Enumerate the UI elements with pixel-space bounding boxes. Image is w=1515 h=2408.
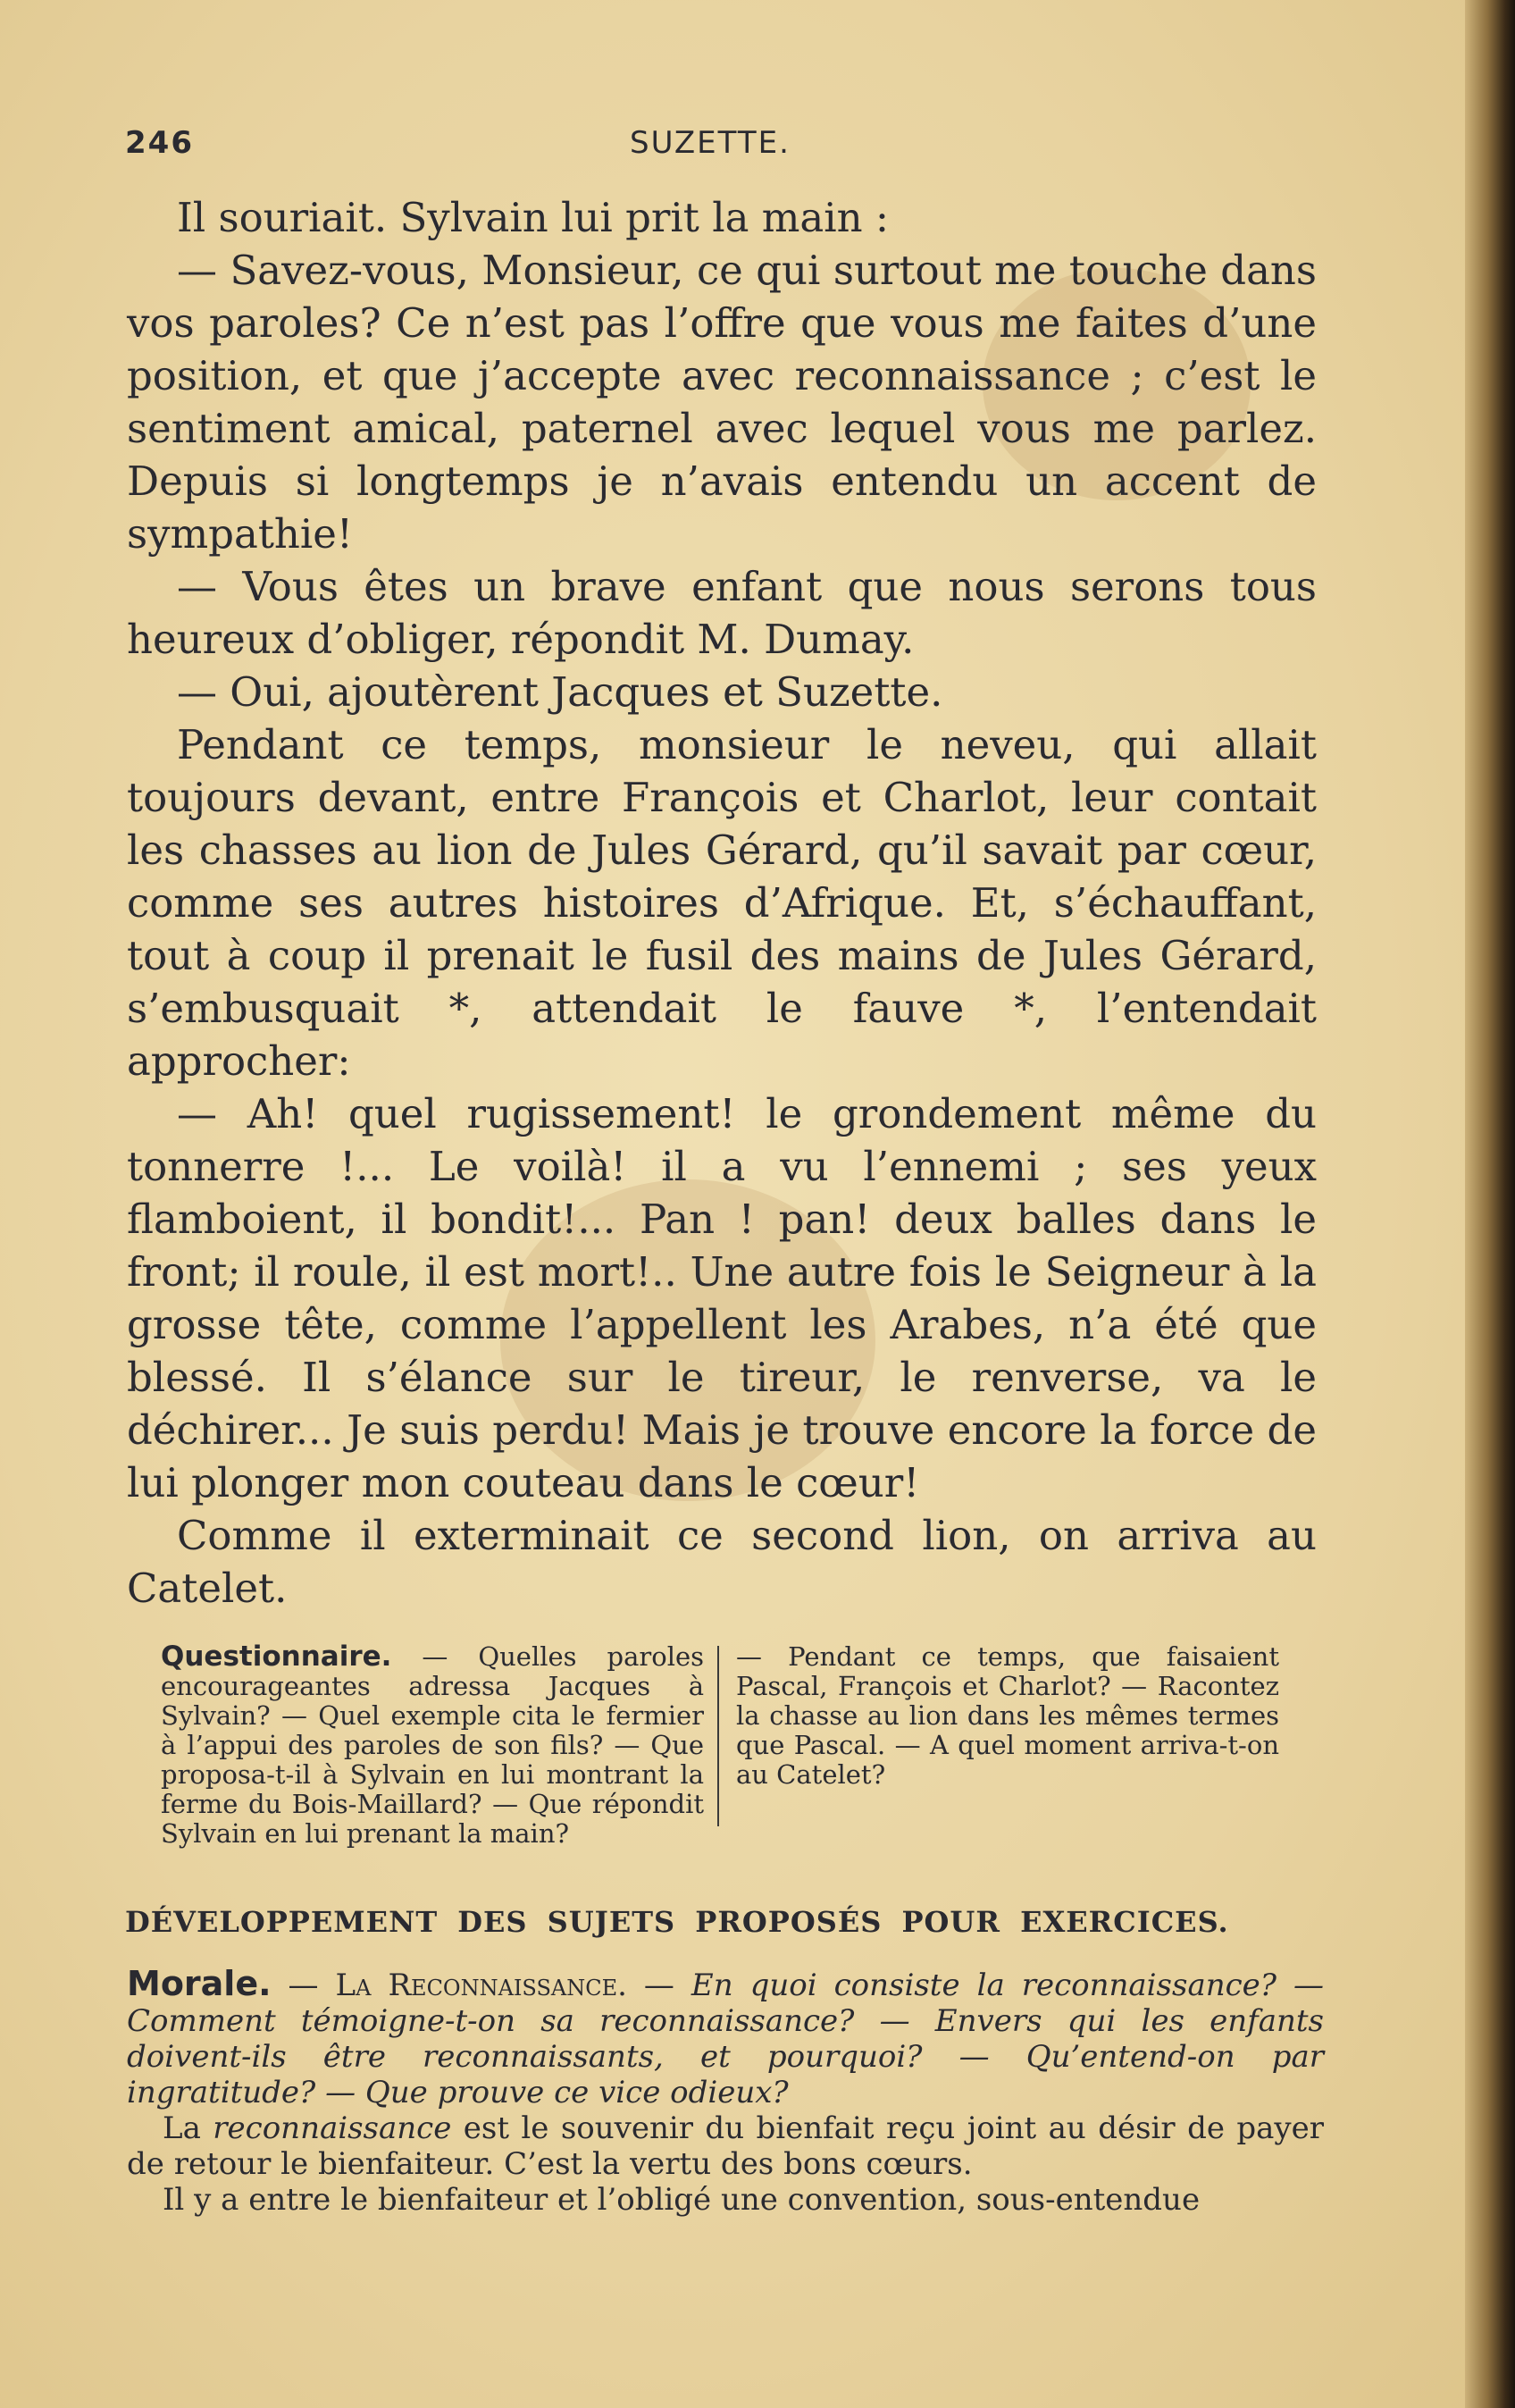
definition-start: La xyxy=(163,2110,213,2146)
morale-label: Morale. xyxy=(127,1964,272,2003)
page-header xyxy=(125,125,804,170)
questionnaire-left-column xyxy=(161,1642,704,1849)
last-line: Il y a entre le bienfaiteur et l’obligé une convention, sous-entendue xyxy=(163,2182,1201,2218)
section-heading: DÉVELOPPEMENT DES SUJETS PROPOSÉS POUR EXERCICES. xyxy=(125,1905,1229,1939)
paragraph: Comme il exterminait ce second lion, on arriva au Catelet. xyxy=(127,1512,1317,1612)
questionnaire-right-column xyxy=(736,1642,1279,1790)
morale-subject: La Reconnaissance. xyxy=(335,1968,627,2003)
morale-questions xyxy=(127,1966,1324,2110)
questionnaire-left-text: — Quelles paroles encourageantes adressa Jacques à Sylvain? — Quel exemple cita le fermier à l’appui des paroles de son fils? — Que proposa-t-il à Sylvain en lui montrant la ferme du Bois-Maillard? — Que répondit Sylvain en lui prenant la main? xyxy=(161,1641,705,1849)
morale-section xyxy=(127,1966,1324,2218)
running-title: SUZETTE. xyxy=(630,125,791,161)
body-text xyxy=(127,191,1317,1615)
dash: — xyxy=(626,1968,691,2003)
paragraph: Pendant ce temps, monsieur le neveu, qui allait toujours devant, entre François et Charlot, leur contait les chasses au lion de Jules Gérard, qu’il savait par cœur, comme ses autres histoires d’Afrique. Et, s’échauffant, tout à coup il prenait le fusil des mains de Jules Gérard, s’embusquait *, attendait le fauve *, l’entendait approcher: xyxy=(127,721,1317,1085)
dash: — xyxy=(271,1968,336,2003)
definition-paragraph xyxy=(127,2110,1324,2182)
definition-text: est le souvenir du bienfait reçu joint au désir de payer de retour le bienfaiteur. C’est la vertu des bons cœurs. xyxy=(127,2110,1325,2182)
morale-question-text: En quoi consiste la reconnaissance? — Comment témoigne-t-on sa reconnaissance? — Envers qui les enfants doivent-ils être reconnaissants, et pourquoi? — Qu’entend-on par ingratitude? — Que prouve ce vice odieux? xyxy=(127,1968,1324,2110)
questionnaire-right-text: — Pendant ce temps, que faisaient Pascal, François et Charlot? — Racontez la chasse au lion dans les mêmes termes que Pascal. — A quel moment arriva-t-on au Catelet? xyxy=(736,1641,1279,1790)
paragraph: Il souriait. Sylvain lui prit la main : xyxy=(177,194,890,241)
paragraph: — Ah! quel rugissement! le grondement même du tonnerre !... Le voilà! il a vu l’ennemi ; ses yeux flamboient, il bondit!... Pan ! pan! deux balles dans le front; il roule, il est mort!.. Une autre fois le Seigneur à la grosse tête, comme l’appellent les Arabes, n’a été que blessé. Il s’élance sur le tireur, le renverse, va le déchirer... Je suis perdu! Mais je trouve encore la force de lui plonger mon couteau dans le cœur! xyxy=(127,1090,1317,1506)
page-number: 246 xyxy=(125,125,194,161)
questionnaire xyxy=(161,1640,1327,1849)
book-binding-edge xyxy=(1465,0,1515,2408)
paragraph: — Savez-vous, Monsieur, ce qui surtout me touche dans vos paroles? Ce n’est pas l’offre que vous me faites d’une position, et que j’accepte avec reconnaissance ; c’est le sentiment amical, paternel avec lequel vous me parlez. Depuis si longtemps je n’avais entendu un accent de sympathie! xyxy=(127,247,1317,558)
paragraph: — Vous êtes un brave enfant que nous serons tous heureux d’obliger, répondit M. Dumay. xyxy=(127,563,1317,663)
definition-term: reconnaissance xyxy=(213,2110,452,2146)
column-divider xyxy=(717,1646,719,1826)
questionnaire-label: Questionnaire. xyxy=(161,1640,392,1673)
paragraph: — Oui, ajoutèrent Jacques et Suzette. xyxy=(177,668,943,716)
